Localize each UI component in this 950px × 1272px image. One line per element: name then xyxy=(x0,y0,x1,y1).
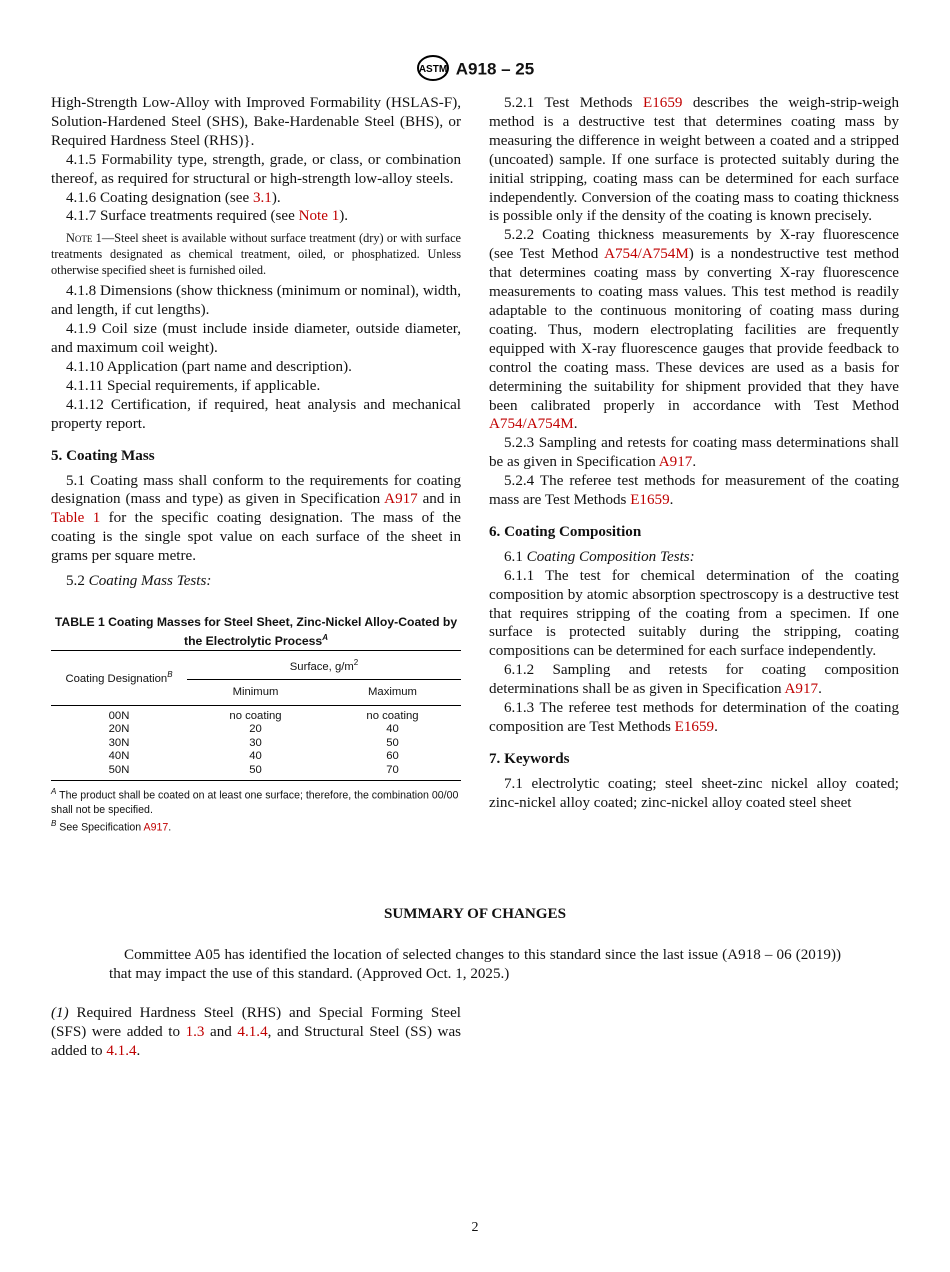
paragraph-6-1-1: 6.1.1 The test for chemical determination of the coating composition by atomic absorption spectroscopy is a destructive test that requires stripping of the coating from a specimen. If one surface is protected suitably during the stripping, coating compositions can be determined for each surface independently. xyxy=(489,567,899,660)
table-footnote-a: $^A$ The product shall be coated on at least one surface; therefore, the combination 00/00 shall not be specified. xyxy=(51,787,459,816)
table-row xyxy=(51,750,461,764)
left-column xyxy=(51,94,461,834)
paragraph-6-1-3: 6.1.3 The referee test methods for determination of the coating composition are Test Methods E1659. xyxy=(489,700,899,735)
section-heading-6: 6. Coating Composition xyxy=(489,523,642,540)
table-row xyxy=(51,723,461,737)
section-heading-7: 7. Keywords xyxy=(489,750,570,767)
table-1-title: TABLE 1 Coating Masses for Steel Sheet, Zinc-Nickel Alloy-Coated by the Electrolytic Process$^A$ xyxy=(54,614,458,648)
cell-maximum: 70 xyxy=(386,763,399,776)
section-heading-5: 5. Coating Mass xyxy=(51,447,155,464)
cell-designation: 50N xyxy=(108,763,130,776)
cell-minimum: 20 xyxy=(249,723,262,736)
col-surface: Surface, $g/m^2$ xyxy=(187,651,461,680)
paragraph-4-1-7: 4.1.7 Surface treatments required (see Note 1). xyxy=(66,208,349,225)
paragraph-4-1-11: 4.1.11 Special requirements, if applicable. xyxy=(66,377,321,394)
cell-minimum: no coating xyxy=(229,709,282,722)
paragraph-4-1-8: 4.1.8 Dimensions (show thickness (minimum or nominal), width, and length, if cut lengths). xyxy=(51,283,461,319)
link-a754[interactable]: A754/A754M xyxy=(604,246,689,263)
cell-maximum: 50 xyxy=(386,736,399,749)
paragraph-5-2-4: 5.2.4 The referee test methods for measurement of the coating mass are Test Methods E1659. xyxy=(489,473,899,509)
col-minimum: Minimum xyxy=(232,685,279,698)
col-coating-designation: Coating Designation$^B$ xyxy=(65,670,173,686)
paragraph-6-1: 6.1 Coating Composition Tests: xyxy=(504,548,695,565)
link-note-1[interactable]: Note 1 xyxy=(298,208,340,225)
note-1: Note 1—Steel sheet is available without surface treatment (dry) or with surface treatments designated as chemical treatment, oiled, or phosphatized. Unless otherwise specified sheet is furnished oiled. xyxy=(51,231,461,278)
link-a754-2[interactable]: A754/A754M xyxy=(489,416,574,433)
paragraph-5-2-3: 5.2.3 Sampling and retests for coating mass determinations shall be as given in Specification A917. xyxy=(489,435,899,471)
note-label: Note 1 xyxy=(66,231,102,246)
right-column xyxy=(489,94,899,813)
link-3-1[interactable]: 3.1 xyxy=(252,189,272,206)
cell-designation: 00N xyxy=(108,709,130,722)
cell-designation: 20N xyxy=(108,723,130,736)
link-e1659-3[interactable]: E1659 xyxy=(674,719,715,735)
link-a917[interactable]: A917 xyxy=(384,491,418,508)
table-row xyxy=(51,705,461,723)
astm-logo-icon xyxy=(416,55,450,81)
link-a917-r2[interactable]: A917 xyxy=(784,681,819,698)
link-1-3[interactable]: 1.3 xyxy=(185,1023,205,1040)
table-row xyxy=(51,764,461,781)
paragraph-4-1-5: 4.1.5 Formability type, strength, grade, or class, or combination thereof, as required for structural or high-strength low-alloy steels. xyxy=(51,151,461,187)
cell-maximum: 60 xyxy=(386,750,399,763)
logo-text: ASTM xyxy=(418,64,447,75)
standard-designation: A918 – 25 xyxy=(455,59,535,79)
paragraph-4-1-9: 4.1.9 Coil size (must include inside diameter, outside diameter, and maximum coil weight). xyxy=(51,321,461,357)
cell-designation: 40N xyxy=(108,750,130,763)
paragraph-4-1-12: 4.1.12 Certification, if required, heat analysis and mechanical property report. xyxy=(51,396,461,432)
cell-maximum: 40 xyxy=(386,723,399,736)
cell-designation: 30N xyxy=(108,736,130,749)
link-a917-footnote[interactable]: A917 xyxy=(143,821,169,834)
link-e1659-2[interactable]: E1659 xyxy=(630,492,670,509)
col-maximum: Maximum xyxy=(368,685,417,698)
link-e1659[interactable]: E1659 xyxy=(643,95,683,111)
paragraph-5-2-1: 5.2.1 Test Methods E1659 describes the weigh-strip-weigh method is a destructive test that determines coating mass by measuring the difference in weight between a coated and a stripped (uncoated) sample. If one surface is protected suitably during the initial stripping, coating mass can be determined for each surface independently. Conversion of the coating mass to coating thickness is possible only if the density of the coating is known precisely. xyxy=(489,95,899,225)
link-4-1-4-b[interactable]: 4.1.4 xyxy=(106,1042,137,1059)
paragraph-4-1-6: 4.1.6 Coating designation (see 3.1). xyxy=(66,189,281,206)
link-a917-r[interactable]: A917 xyxy=(658,454,693,471)
link-table-1[interactable]: Table 1 xyxy=(51,510,101,527)
cell-minimum: 40 xyxy=(249,750,262,763)
cell-minimum: 30 xyxy=(249,736,262,749)
cell-maximum: no coating xyxy=(366,709,419,722)
cell-minimum: 50 xyxy=(249,763,262,776)
summary-body: Committee A05 has identified the location of selected changes to this standard since the last issue (A918 – 06 (2019)) that may impact the use of this standard. (Approved Oct. 1, 2025.) xyxy=(109,947,841,982)
paragraph-7-1: 7.1 electrolytic coating; steel sheet-zinc nickel alloy coated; zinc-nickel alloy coated; zinc-nickel alloy coated steel sheet xyxy=(489,775,899,811)
paragraph-4-1-10: 4.1.10 Application (part name and description). xyxy=(66,358,352,375)
coating-mass-table xyxy=(51,650,461,781)
paragraph-5-2-2: 5.2.2 Coating thickness measurements by X-ray fluorescence (see Test Method A754/A754M) is a nondestructive test method that determines coating mass by converting X-ray fluorescence measurements to coating mass values. This test method is readily adaptable to the continuous monitoring of coating mass during coating. Thus, modern electroplating facilities are frequently equipped with X-ray fluorescence gauges that provide feedback to control the coating mass. These devices are used as a basis for determining the suitability for shipment provided that they have been calibrated properly in accordance with Test Method A754/A754M. xyxy=(489,227,899,433)
paragraph-6-1-2: 6.1.2 Sampling and retests for coating composition determinations shall be as given in Specification A917. xyxy=(489,662,899,698)
link-4-1-4[interactable]: 4.1.4 xyxy=(237,1023,268,1040)
change-item-1: (1) Required Hardness Steel (RHS) and Special Forming Steel (SFS) were added to 1.3 and 4.1.4, and Structural Steel (SS) was added to 4.1.4. xyxy=(51,1005,462,1059)
paragraph-5-1: 5.1 Coating mass shall conform to the requirements for coating designation (mass and type) as given in Specification A917 and in Table 1 for the specific coating designation. The mass of the coating is the single spot value on each surface of the sheet in grams per square metre. xyxy=(51,472,461,565)
table-body xyxy=(51,705,461,781)
page-header xyxy=(0,57,950,83)
paragraph-4-1-4-cont: High-Strength Low-Alloy with Improved Formability (HSLAS-F), Solution-Hardened Steel (SHS), Bake-Hardenable Steel (BHS), or Required Hardness Steel (RHS)}. xyxy=(51,95,461,149)
table-footnote-b: $^B$ See Specification A917. xyxy=(51,818,172,834)
table-row xyxy=(51,737,461,751)
paragraph-5-2: 5.2 Coating Mass Tests: xyxy=(66,573,212,590)
summary-title: SUMMARY OF CHANGES xyxy=(384,906,566,922)
page-number: 2 xyxy=(471,1220,479,1235)
